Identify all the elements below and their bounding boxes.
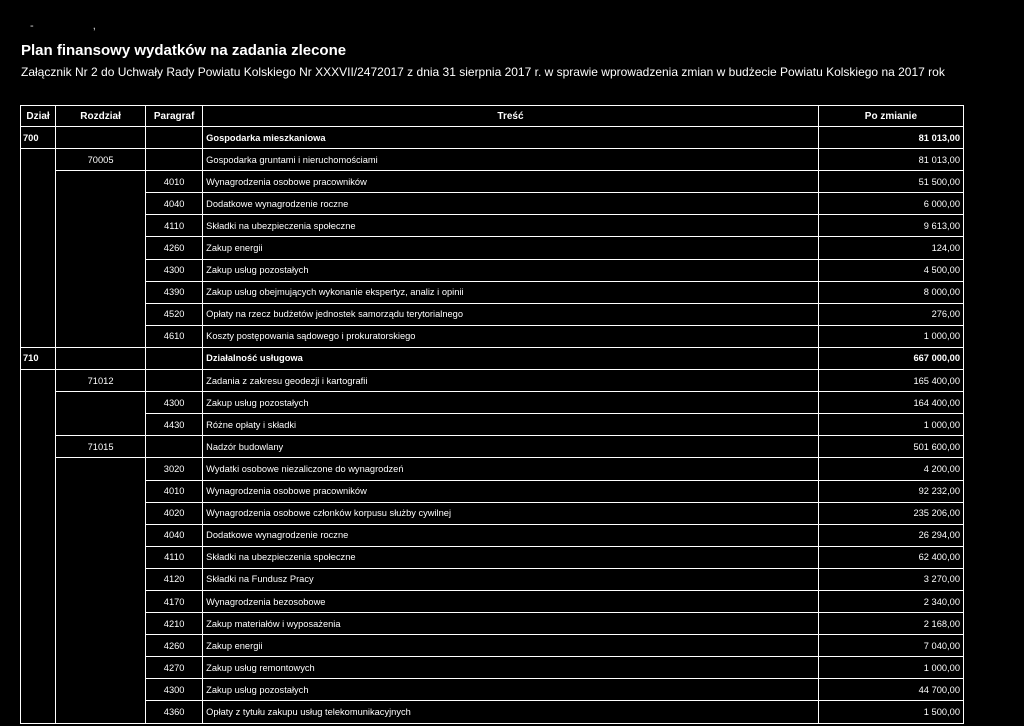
cell-paragraf: 4430: [146, 414, 203, 436]
cell-tresc: Opłaty z tytułu zakupu usług telekomunikacyjnych: [203, 701, 819, 723]
table-row: [21, 657, 964, 679]
cell-paragraf: 4040: [146, 193, 203, 215]
cell-tresc: Wynagrodzenia osobowe pracowników: [203, 171, 819, 193]
cell-rozdzial: [56, 679, 146, 701]
cell-kwota: 81 013,00: [818, 127, 963, 149]
table-row: [21, 414, 964, 436]
cell-dzial: [21, 480, 56, 502]
cell-rozdzial: [56, 347, 146, 369]
table-row: [21, 701, 964, 723]
cell-kwota: 26 294,00: [818, 524, 963, 546]
cell-dzial: 710: [21, 347, 56, 369]
cell-tresc: Zakup usług pozostałych: [203, 259, 819, 281]
cell-tresc: Zakup usług obejmujących wykonanie ekspertyz, analiz i opinii: [203, 281, 819, 303]
page-subtitle: Załącznik Nr 2 do Uchwały Rady Powiatu Kolskiego Nr XXXVII/2472017 z dnia 31 sierpnia 2017 r. w sprawie wprowadzenia zmian w budżecie Powiatu Kolskiego na 2017 rok: [21, 65, 945, 79]
cell-rozdzial: 71015: [56, 436, 146, 458]
table-row: [21, 524, 964, 546]
cell-dzial: [21, 635, 56, 657]
subsection-row: [21, 149, 964, 171]
cell-dzial: [21, 458, 56, 480]
cell-tresc: Wynagrodzenia bezosobowe: [203, 590, 819, 612]
page-title: Plan finansowy wydatków na zadania zlecone: [21, 42, 347, 59]
cell-paragraf: 4300: [146, 259, 203, 281]
cell-paragraf: 4040: [146, 524, 203, 546]
cell-paragraf: 4120: [146, 568, 203, 590]
table-row: [21, 613, 964, 635]
cell-tresc: Zakup energii: [203, 635, 819, 657]
cell-rozdzial: [56, 635, 146, 657]
cell-kwota: 2 340,00: [818, 590, 963, 612]
cell-tresc: Wynagrodzenia osobowe pracowników: [203, 480, 819, 502]
table-row: [21, 259, 964, 281]
cell-dzial: [21, 193, 56, 215]
cell-dzial: [21, 679, 56, 701]
cell-paragraf: 3020: [146, 458, 203, 480]
col-header-kwota: Po zmianie: [818, 106, 963, 127]
cell-tresc: Dodatkowe wynagrodzenie roczne: [203, 524, 819, 546]
table-row: [21, 546, 964, 568]
cell-paragraf: [146, 127, 203, 149]
cell-paragraf: 4300: [146, 392, 203, 414]
cell-paragraf: 4110: [146, 215, 203, 237]
cell-paragraf: [146, 436, 203, 458]
cell-tresc: Różne opłaty i składki: [203, 414, 819, 436]
cell-rozdzial: [56, 568, 146, 590]
cell-rozdzial: [56, 701, 146, 723]
cell-tresc: Zadania z zakresu geodezji i kartografii: [203, 370, 819, 392]
cell-paragraf: 4010: [146, 171, 203, 193]
col-header-tresc: Treść: [203, 106, 819, 127]
cell-kwota: 501 600,00: [818, 436, 963, 458]
table-row: [21, 635, 964, 657]
table-row: [21, 502, 964, 524]
cell-dzial: [21, 281, 56, 303]
cell-paragraf: 4260: [146, 237, 203, 259]
cell-rozdzial: [56, 171, 146, 193]
cell-dzial: [21, 613, 56, 635]
cell-paragraf: [146, 370, 203, 392]
cell-rozdzial: [56, 325, 146, 347]
cell-paragraf: 4390: [146, 281, 203, 303]
cell-paragraf: 4110: [146, 546, 203, 568]
table-row: [21, 193, 964, 215]
cell-dzial: [21, 590, 56, 612]
cell-rozdzial: [56, 392, 146, 414]
cell-rozdzial: [56, 237, 146, 259]
cell-rozdzial: [56, 458, 146, 480]
cell-kwota: 165 400,00: [818, 370, 963, 392]
cell-rozdzial: [56, 546, 146, 568]
cell-rozdzial: [56, 613, 146, 635]
cell-dzial: [21, 149, 56, 171]
cell-kwota: 4 500,00: [818, 259, 963, 281]
cell-paragraf: 4610: [146, 325, 203, 347]
cell-rozdzial: [56, 502, 146, 524]
cell-paragraf: 4260: [146, 635, 203, 657]
cell-dzial: [21, 524, 56, 546]
cell-paragraf: 4210: [146, 613, 203, 635]
cell-kwota: 667 000,00: [818, 347, 963, 369]
cell-tresc: Składki na ubezpieczenia społeczne: [203, 546, 819, 568]
cell-dzial: [21, 701, 56, 723]
cell-tresc: Składki na ubezpieczenia społeczne: [203, 215, 819, 237]
cell-tresc: Zakup energii: [203, 237, 819, 259]
cell-tresc: Gospodarka gruntami i nieruchomościami: [203, 149, 819, 171]
cell-dzial: [21, 303, 56, 325]
cell-dzial: [21, 259, 56, 281]
cell-rozdzial: [56, 414, 146, 436]
cell-dzial: [21, 215, 56, 237]
cell-dzial: [21, 370, 56, 392]
cell-rozdzial: [56, 303, 146, 325]
subsection-row: [21, 370, 964, 392]
table-row: [21, 171, 964, 193]
cell-kwota: 124,00: [818, 237, 963, 259]
cell-dzial: 700: [21, 127, 56, 149]
cell-kwota: 51 500,00: [818, 171, 963, 193]
table-row: [21, 679, 964, 701]
cell-tresc: Działalność usługowa: [203, 347, 819, 369]
cell-tresc: Wydatki osobowe niezaliczone do wynagrodzeń: [203, 458, 819, 480]
cell-kwota: 1 000,00: [818, 414, 963, 436]
cell-paragraf: 4020: [146, 502, 203, 524]
cell-paragraf: 4360: [146, 701, 203, 723]
table-row: [21, 590, 964, 612]
cell-kwota: 1 000,00: [818, 657, 963, 679]
table-row: [21, 237, 964, 259]
cell-paragraf: 4520: [146, 303, 203, 325]
section-row: [21, 347, 964, 369]
cell-rozdzial: [56, 259, 146, 281]
cell-rozdzial: [56, 193, 146, 215]
cell-kwota: 81 013,00: [818, 149, 963, 171]
cell-kwota: 8 000,00: [818, 281, 963, 303]
cell-paragraf: 4170: [146, 590, 203, 612]
cell-kwota: 6 000,00: [818, 193, 963, 215]
cell-dzial: [21, 325, 56, 347]
cell-kwota: 1 500,00: [818, 701, 963, 723]
subsection-row: [21, 436, 964, 458]
cell-tresc: Zakup usług pozostałych: [203, 679, 819, 701]
cell-kwota: 4 200,00: [818, 458, 963, 480]
cell-dzial: [21, 568, 56, 590]
cell-paragraf: 4300: [146, 679, 203, 701]
cell-rozdzial: [56, 281, 146, 303]
cell-tresc: Opłaty na rzecz budżetów jednostek samorządu terytorialnego: [203, 303, 819, 325]
cell-kwota: 3 270,00: [818, 568, 963, 590]
cell-tresc: Zakup usług remontowych: [203, 657, 819, 679]
cell-kwota: 1 000,00: [818, 325, 963, 347]
cell-kwota: 235 206,00: [818, 502, 963, 524]
col-header-paragraf: Paragraf: [146, 106, 203, 127]
cell-paragraf: [146, 347, 203, 369]
cell-dzial: [21, 657, 56, 679]
table-header-row: [21, 106, 964, 127]
table-row: [21, 392, 964, 414]
cell-tresc: Zakup materiałów i wyposażenia: [203, 613, 819, 635]
section-row: [21, 127, 964, 149]
cell-dzial: [21, 171, 56, 193]
cell-tresc: Gospodarka mieszkaniowa: [203, 127, 819, 149]
cell-rozdzial: [56, 480, 146, 502]
cell-kwota: 164 400,00: [818, 392, 963, 414]
expenditure-table: [20, 105, 964, 724]
cell-kwota: 62 400,00: [818, 546, 963, 568]
cell-paragraf: [146, 149, 203, 171]
cell-kwota: 276,00: [818, 303, 963, 325]
table-row: [21, 325, 964, 347]
table-row: [21, 458, 964, 480]
table-row: [21, 303, 964, 325]
col-header-dzial: Dział: [21, 106, 56, 127]
table-row: [21, 215, 964, 237]
cell-rozdzial: [56, 215, 146, 237]
cell-kwota: 2 168,00: [818, 613, 963, 635]
cell-kwota: 9 613,00: [818, 215, 963, 237]
cell-kwota: 44 700,00: [818, 679, 963, 701]
col-header-rozdzial: Rozdział: [56, 106, 146, 127]
cell-tresc: Składki na Fundusz Pracy: [203, 568, 819, 590]
cell-dzial: [21, 392, 56, 414]
cell-paragraf: 4010: [146, 480, 203, 502]
cell-rozdzial: 70005: [56, 149, 146, 171]
cell-tresc: Dodatkowe wynagrodzenie roczne: [203, 193, 819, 215]
cell-dzial: [21, 414, 56, 436]
cell-rozdzial: [56, 127, 146, 149]
cell-kwota: 7 040,00: [818, 635, 963, 657]
cell-tresc: Wynagrodzenia osobowe członków korpusu służby cywilnej: [203, 502, 819, 524]
cell-dzial: [21, 436, 56, 458]
cell-dzial: [21, 546, 56, 568]
table-row: [21, 480, 964, 502]
cell-rozdzial: [56, 590, 146, 612]
scan-artifact-marks: - ,: [30, 20, 124, 32]
table-body: [21, 127, 964, 724]
cell-dzial: [21, 502, 56, 524]
cell-rozdzial: [56, 524, 146, 546]
table-row: [21, 568, 964, 590]
cell-rozdzial: [56, 657, 146, 679]
cell-tresc: Nadzór budowlany: [203, 436, 819, 458]
cell-tresc: Koszty postępowania sądowego i prokuratorskiego: [203, 325, 819, 347]
cell-tresc: Zakup usług pozostałych: [203, 392, 819, 414]
cell-dzial: [21, 237, 56, 259]
cell-kwota: 92 232,00: [818, 480, 963, 502]
table-row: [21, 281, 964, 303]
cell-paragraf: 4270: [146, 657, 203, 679]
cell-rozdzial: 71012: [56, 370, 146, 392]
